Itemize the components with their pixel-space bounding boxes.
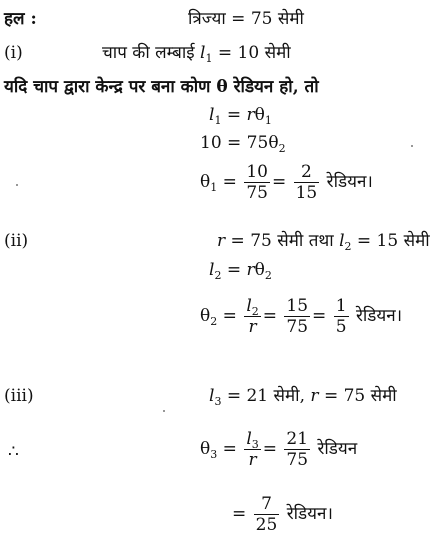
part-i-equation-1: $l_1 = r\theta_1$ — [209, 105, 272, 127]
fraction-l3-r: $\frac{l_3}{r}$ — [246, 429, 259, 470]
fraction-15-75: $\frac{15}{75}$ — [286, 296, 309, 337]
fraction-10-75: $\frac{10}{75}$ — [246, 162, 268, 203]
fraction-2-15: $\frac{2}{15}$ — [295, 162, 318, 203]
part-i-equation-3: $\theta_1$ = $\frac{10}{75}$ = $\frac{2}{15}$ रेडियन। — [200, 162, 373, 203]
part-i-equation-2: $10 = 75\theta_2$ — [200, 133, 286, 155]
part-ii-given: r = 75 सेमी तथा $l_2 = 15$ सेमी — [217, 231, 430, 253]
therefore-symbol: ∴ — [8, 442, 19, 462]
fraction-7-25: $\frac{7}{25}$ — [255, 494, 278, 535]
fraction-l2-r: $\frac{l_2}{r}$ — [246, 296, 259, 337]
part-ii-equation-2: $\theta_2$ = $\frac{l_2}{r}$ = $\frac{15}{75}$ = $\frac{1}{5}$ रेडियन। — [200, 296, 403, 337]
scan-speck — [16, 184, 18, 186]
part-ii-equation-1: $l_2 = r\theta_2$ — [209, 260, 272, 282]
radius-statement: त्रिज्या = 75 सेमी — [188, 9, 304, 29]
fraction-21-75: $\frac{21}{75}$ — [286, 429, 309, 470]
fraction-1-5: $\frac{1}{5}$ — [335, 296, 347, 337]
scan-speck — [163, 410, 165, 412]
part-i-arc-length: चाप की लम्बाई $l_1 = 10$ सेमी — [102, 43, 291, 65]
part-ii-marker: (ii) — [4, 231, 29, 251]
part-iii-marker: (iii) — [4, 386, 34, 406]
part-iii-given: $l_3 = 21$ सेमी, r = 75 सेमी — [209, 386, 397, 408]
part-i-premise: यदि चाप द्वारा केन्द्र पर बना कोण θ रेडियन हो, तो — [4, 77, 319, 97]
solution-label: हल : — [4, 9, 37, 29]
part-i-marker: (i) — [4, 43, 23, 63]
part-iii-equation-1: $\theta_3$ = $\frac{l_3}{r}$ = $\frac{21}{75}$ रेडियन — [200, 429, 358, 470]
part-iii-equation-2: = $\frac{7}{25}$ रेडियन। — [232, 494, 333, 535]
scan-speck — [411, 145, 413, 147]
